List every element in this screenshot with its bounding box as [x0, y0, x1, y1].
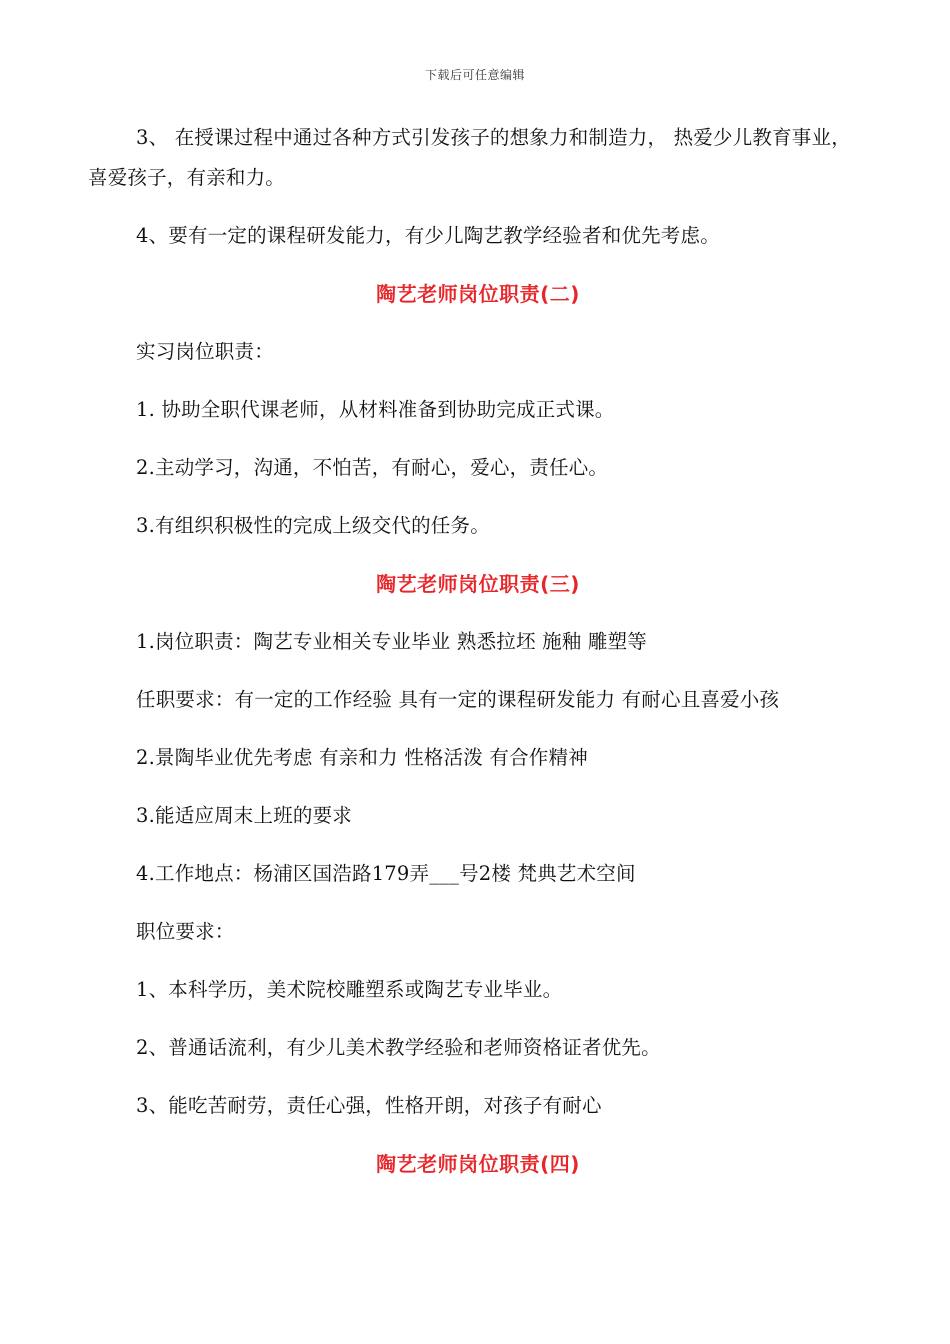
section-3-item-4: 3.能适应周末上班的要求 — [136, 804, 353, 827]
section-3-item-2: 任职要求：有一定的工作经验 具有一定的课程研发能力 有耐心且喜爱小孩 — [136, 688, 780, 711]
paragraph-top-1: 3、 在授课过程中通过各种方式引发孩子的想象力和制造力， 热爱少儿教育事业，喜爱孩子，有亲和力。 — [88, 126, 851, 189]
section-2-item-3: 2.主动学习，沟通，不怕苦，有耐心，爱心，责任心。 — [136, 456, 609, 479]
section-3-item-1: 1.岗位职责：陶艺专业相关专业毕业 熟悉拉坯 施釉 雕塑等 — [136, 630, 648, 653]
section-3-title: 陶艺老师岗位职责(三) — [376, 572, 580, 596]
section-4-title: 陶艺老师岗位职责(四) — [376, 1152, 580, 1176]
section-3-item-7: 1、本科学历，美术院校雕塑系或陶艺专业毕业。 — [136, 978, 563, 1001]
section-3-item-3: 2.景陶毕业优先考虑 有亲和力 性格活泼 有合作精神 — [136, 746, 588, 769]
document-body — [88, 118, 868, 1202]
section-2-item-4: 3.有组织积极性的完成上级交代的任务。 — [136, 514, 490, 537]
section-3-item-5: 4.工作地点：杨浦区国浩路179弄___号2楼 梵典艺术空间 — [136, 862, 636, 885]
section-3-item-8: 2、普通话流利，有少儿美术教学经验和老师资格证者优先。 — [136, 1036, 661, 1059]
section-2-item-1: 实习岗位职责： — [136, 340, 274, 363]
paragraph-top-2: 4、要有一定的课程研发能力，有少儿陶艺教学经验者和优先考虑。 — [136, 224, 720, 247]
section-2-title: 陶艺老师岗位职责(二) — [376, 282, 580, 306]
section-3-item-6: 职位要求： — [136, 920, 235, 943]
section-3-item-9: 3、能吃苦耐劳，责任心强，性格开朗，对孩子有耐心 — [136, 1094, 602, 1117]
section-2-item-2: 1. 协助全职代课老师，从材料准备到协助完成正式课。 — [136, 398, 615, 421]
header-note: 下载后可任意编辑 — [424, 68, 525, 82]
